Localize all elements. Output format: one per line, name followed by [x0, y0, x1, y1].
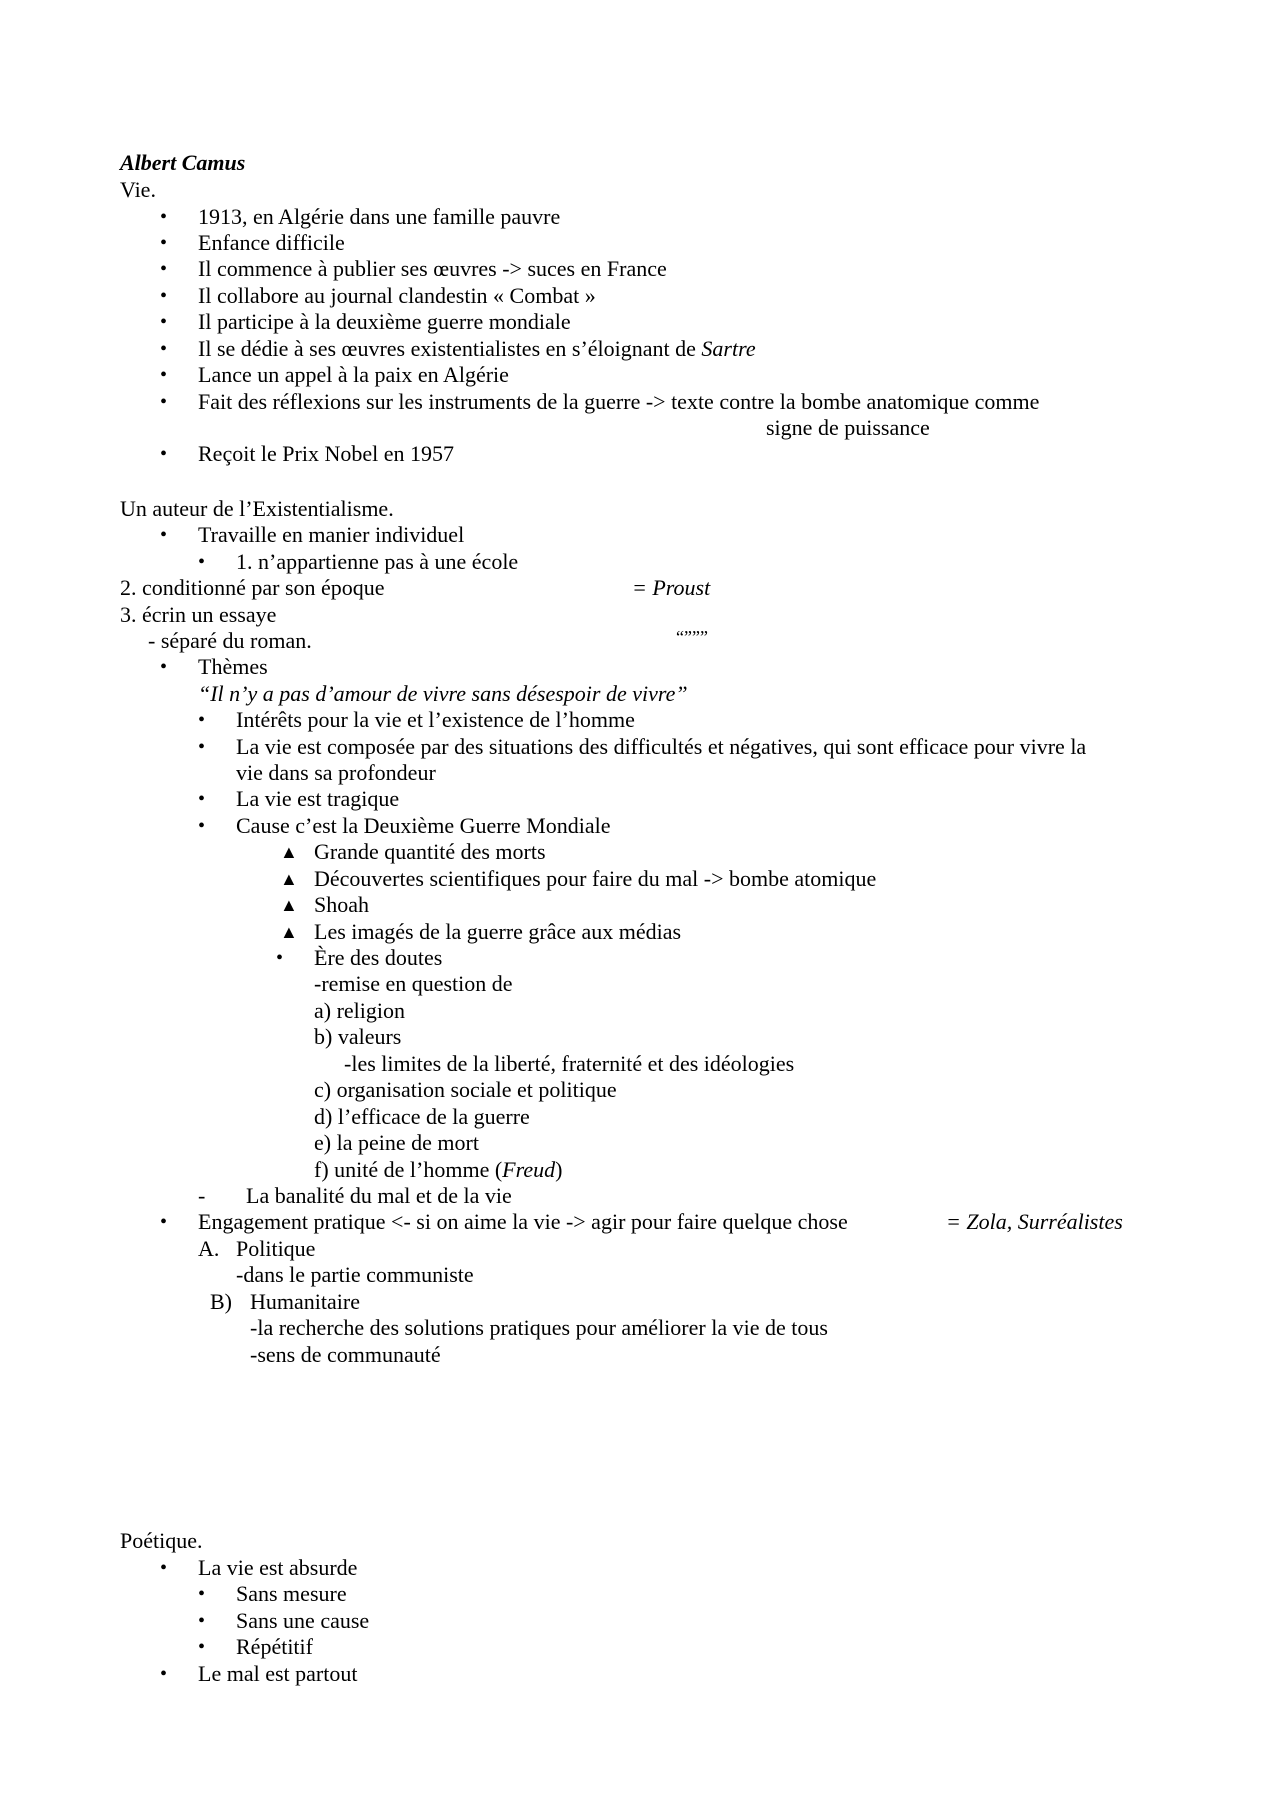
numbered-line: 3. écrin un essaye: [120, 602, 277, 627]
bullet-icon: •: [160, 656, 168, 678]
list-item: Il participe à la deuxième guerre mondiale: [198, 309, 571, 334]
bullet-icon: •: [160, 311, 168, 333]
list-item: Il commence à publier ses œuvres -> suces en France: [198, 256, 667, 281]
section-heading-vie: Vie.: [120, 177, 156, 202]
sub-line: a) religion: [314, 998, 406, 1023]
bullet-icon: •: [198, 1610, 206, 1632]
bullet-icon: •: [198, 788, 206, 810]
bullet-icon: •: [198, 1636, 206, 1658]
dash-marker: -: [198, 1183, 206, 1208]
list-item: Shoah: [314, 892, 369, 917]
list-item: Sans une cause: [236, 1608, 370, 1633]
list-item: Thèmes: [198, 654, 268, 679]
section-heading-auteur: Un auteur de l’Existentialisme.: [120, 496, 394, 521]
list-item: Enfance difficile: [198, 230, 345, 255]
sub-line: -la recherche des solutions pratiques pour améliorer la vie de tous: [250, 1315, 828, 1340]
bullet-icon: •: [276, 947, 284, 969]
list-item-continuation: signe de puissance: [766, 415, 930, 440]
numbered-line: 2. conditionné par son époque: [120, 575, 385, 600]
list-item: Engagement pratique <- si on aime la vie -> agir pour faire quelque chose: [198, 1209, 848, 1234]
bullet-icon: •: [198, 736, 206, 758]
freud-name: Freud: [502, 1157, 556, 1182]
list-item: Ère des doutes: [314, 945, 443, 970]
triangle-bullet-icon: ▲: [280, 922, 298, 942]
sartre-name: Sartre: [701, 336, 756, 361]
list-item: La vie est composée par des situations des difficultés et négatives, qui sont efficace pour vivre la: [236, 734, 1087, 759]
bullet-icon: •: [160, 443, 168, 465]
bullet-icon: •: [160, 1211, 168, 1233]
list-item: La vie est tragique: [236, 786, 400, 811]
list-item: 1. n’appartienne pas à une école: [236, 549, 519, 574]
list-item: 1913, en Algérie dans une famille pauvre: [198, 204, 561, 229]
sub-line: -sens de communauté: [250, 1342, 441, 1367]
bullet-icon: •: [198, 709, 206, 731]
bullet-icon: •: [160, 258, 168, 280]
bullet-icon: •: [160, 206, 168, 228]
list-item: Intérêts pour la vie et l’existence de l’homme: [236, 707, 635, 732]
list-item: Reçoit le Prix Nobel en 1957: [198, 441, 455, 466]
ditto-quotes: “”””: [676, 627, 708, 647]
bullet-icon: •: [160, 1663, 168, 1685]
sub-line: -les limites de la liberté, fraternité et des idéologies: [344, 1051, 795, 1076]
section-heading-poetique: Poétique.: [120, 1528, 203, 1553]
list-marker: A.: [198, 1236, 220, 1261]
bullet-icon: •: [160, 285, 168, 307]
document-title: Albert Camus: [120, 150, 246, 175]
bullet-icon: •: [160, 364, 168, 386]
sub-line: -remise en question de: [314, 971, 513, 996]
bullet-icon: •: [160, 524, 168, 546]
triangle-bullet-icon: ▲: [280, 842, 298, 862]
list-item: Il collabore au journal clandestin « Combat »: [198, 283, 596, 308]
triangle-bullet-icon: ▲: [280, 895, 298, 915]
sub-line: e) la peine de mort: [314, 1130, 479, 1155]
list-item: Grande quantité des morts: [314, 839, 546, 864]
triangle-bullet-icon: ▲: [280, 869, 298, 889]
sub-line: b) valeurs: [314, 1024, 402, 1049]
sub-line: d) l’efficace de la guerre: [314, 1104, 530, 1129]
camus-quote: “Il n’y a pas d’amour de vivre sans désespoir de vivre”: [198, 681, 688, 706]
list-item: Répétitif: [236, 1634, 313, 1659]
list-item: Il se dédie à ses œuvres existentialistes en s’éloignant de Sartre: [198, 336, 756, 361]
sub-line: f) unité de l’homme (Freud): [314, 1157, 563, 1182]
bullet-icon: •: [160, 232, 168, 254]
sub-line: c) organisation sociale et politique: [314, 1077, 617, 1102]
bullet-icon: •: [160, 391, 168, 413]
list-item: Lance un appel à la paix en Algérie: [198, 362, 509, 387]
bullet-icon: •: [160, 1557, 168, 1579]
list-item-continuation: vie dans sa profondeur: [236, 760, 436, 785]
bullet-icon: •: [198, 815, 206, 837]
bullet-icon: •: [160, 338, 168, 360]
bullet-icon: •: [198, 1583, 206, 1605]
bullet-icon: •: [198, 551, 206, 573]
list-item: La vie est absurde: [198, 1555, 358, 1580]
sub-line: - séparé du roman.: [148, 628, 312, 653]
list-item: Fait des réflexions sur les instruments de la guerre -> texte contre la bombe anatomique comme: [198, 389, 1040, 414]
list-item: Sans mesure: [236, 1581, 347, 1606]
list-marker: B): [210, 1289, 232, 1314]
list-item: La banalité du mal et de la vie: [246, 1183, 512, 1208]
list-item: Travaille en manier individuel: [198, 522, 465, 547]
list-item: Découvertes scientifiques pour faire du mal -> bombe atomique: [314, 866, 877, 891]
list-item: Les imagés de la guerre grâce aux médias: [314, 919, 682, 944]
list-item: Humanitaire: [250, 1289, 360, 1314]
proust-reference: = Proust: [632, 575, 711, 600]
list-item: Politique: [236, 1236, 316, 1261]
zola-reference: = Zola, Surréalistes: [946, 1209, 1123, 1234]
list-item: Le mal est partout: [198, 1661, 358, 1686]
list-item: Cause c’est la Deuxième Guerre Mondiale: [236, 813, 611, 838]
sub-line: -dans le partie communiste: [236, 1262, 474, 1287]
